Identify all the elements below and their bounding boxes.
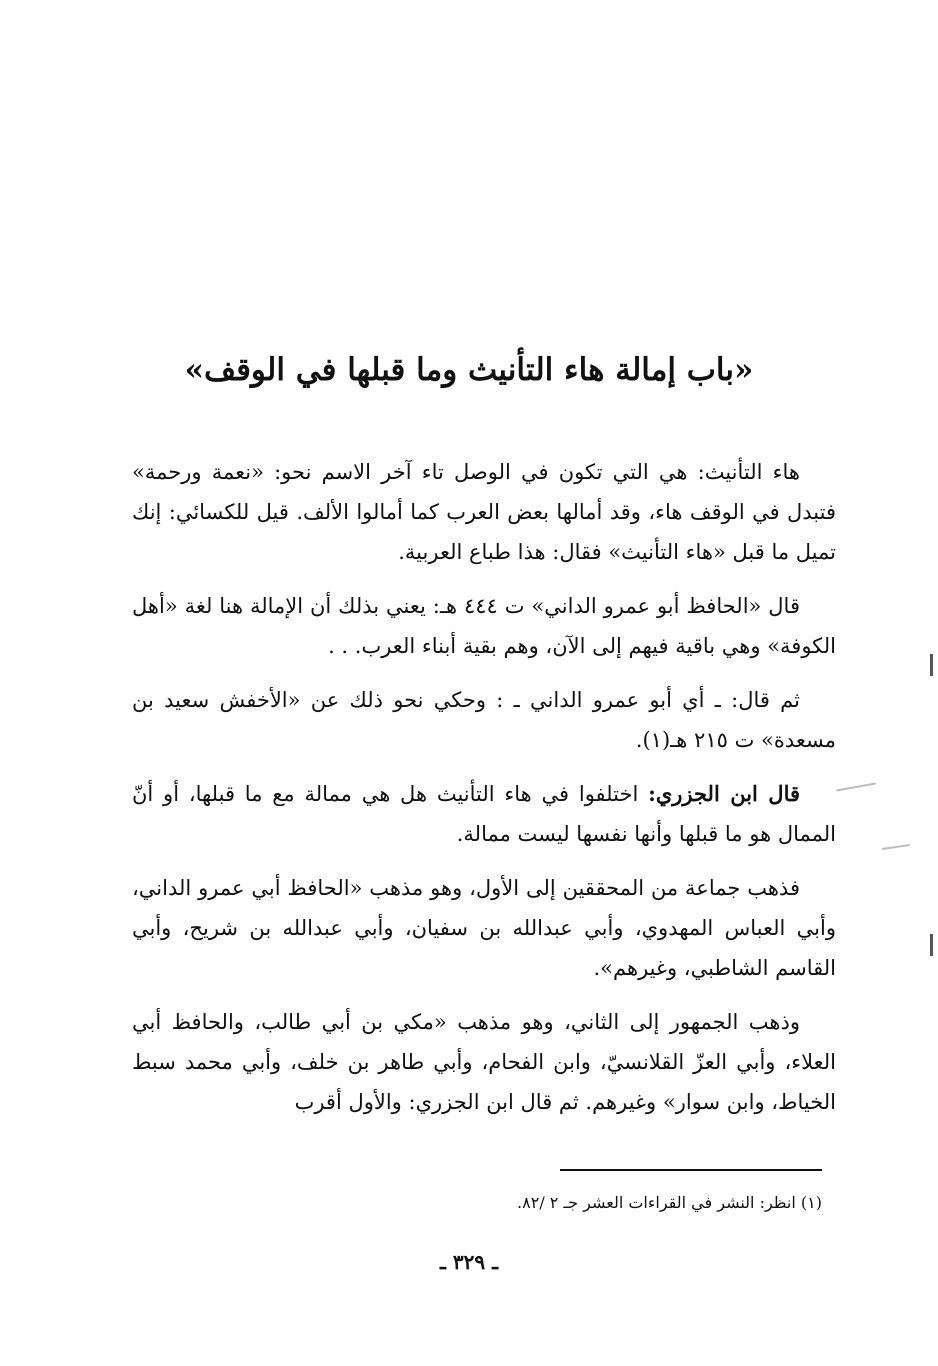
paragraph-5 (132, 868, 836, 988)
footnote-divider (560, 1169, 822, 1171)
paragraph-2 (132, 586, 836, 666)
footnote: (١) انظر: النشر في القراءات العشر جـ ٢ /٨٢. (517, 1193, 822, 1212)
paragraph-text: فذهب جماعة من المحققين إلى الأول، وهو مذهب «الحافظ أبي عمرو الداني، وأبي العباس المهدوي، وأبي عبدالله بن سفيان، وأبي عبدالله بن شريح، وأبي القاسم الشاطبي، وغيرهم». (132, 876, 836, 980)
scan-mark (930, 654, 933, 676)
scan-mark (836, 783, 876, 792)
page-number: ـ ٣٢٩ ـ (440, 1250, 498, 1274)
paragraph-text: ثم قال: ـ أي أبو عمرو الداني ـ : وحكي نحو ذلك عن «الأخفش سعيد بن مسعدة» ت ٢١٥ هـ(١). (132, 688, 836, 752)
scan-mark (882, 844, 910, 850)
paragraph-6 (132, 1002, 836, 1122)
scan-mark (930, 934, 933, 956)
paragraph-4 (132, 774, 836, 854)
paragraph-1 (132, 452, 836, 572)
body-text (132, 452, 836, 1136)
paragraph-text: اختلفوا في هاء التأنيث هل هي ممالة مع ما قبلها، أو أنّ الممال هو ما قبلها وأنها نفسها ليست ممالة. (132, 782, 836, 846)
paragraph-3 (132, 680, 836, 760)
chapter-title: «باب إمالة هاء التأنيث وما قبلها في الوقف» (184, 352, 754, 388)
paragraph-text: وذهب الجمهور إلى الثاني، وهو مذهب «مكي بن أبي طالب، والحافظ أبي العلاء، وأبي العزّ القلانسيّ، وابن الفحام، وأبي طاهر بن خلف، وأبي محمد سبط الخياط، وابن سوار» وغيرهم. ثم قال ابن الجزري: والأول أقرب (132, 1010, 836, 1114)
paragraph-text: قال «الحافظ أبو عمرو الداني» ت ٤٤٤ هـ: يعني بذلك أن الإمالة هنا لغة «أهل الكوفة» وهي باقية فيهم إلى الآن، وهم بقية أبناء العرب. . . (132, 594, 836, 658)
paragraph-lead: قال ابن الجزري: (648, 781, 800, 806)
paragraph-text: هاء التأنيث: هي التي تكون في الوصل تاء آخر الاسم نحو: «نعمة ورحمة» فتبدل في الوقف هاء، وقد أمالها بعض العرب كما أمالوا الألف. قيل للكسائي: إنك تميل ما قبل «هاء التأنيث» فقال: هذا طباع العربية. (132, 460, 836, 564)
